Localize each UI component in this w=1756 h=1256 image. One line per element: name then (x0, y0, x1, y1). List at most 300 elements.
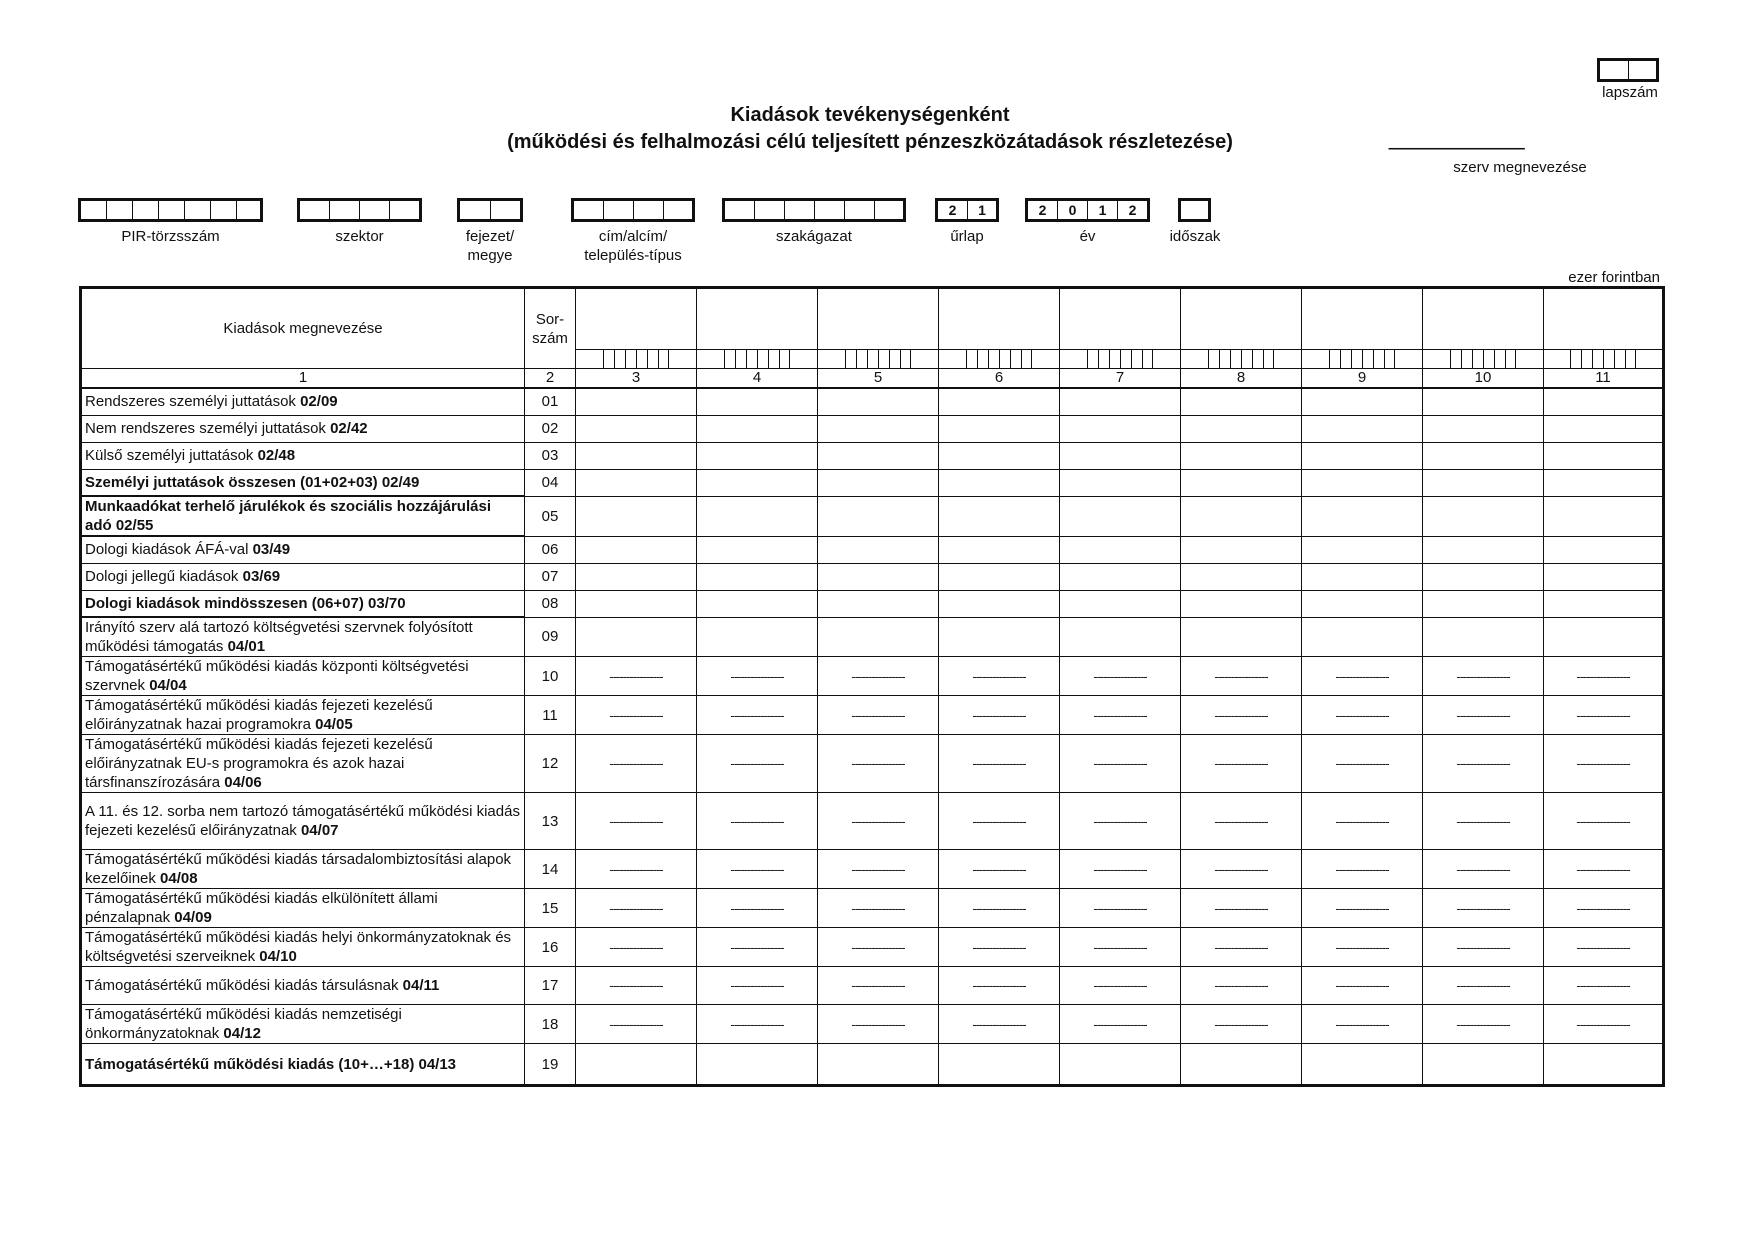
row-code: 03/49 (252, 541, 291, 559)
table-row (81, 735, 1664, 793)
header-kiadasok: Kiadások megnevezése (81, 288, 525, 369)
urlap-digit: 2 (938, 201, 968, 219)
unit-label: ezer forintban (1568, 269, 1660, 286)
table-row (81, 496, 1664, 536)
value-cell[interactable] (576, 1044, 697, 1086)
value-cell[interactable] (1060, 388, 1181, 415)
row-description (81, 415, 525, 442)
disabled-cell: ---------------- (1423, 889, 1544, 928)
disabled-cell: ---------------- (576, 793, 697, 850)
header-empty-cell[interactable] (576, 288, 697, 350)
value-cell[interactable] (1302, 563, 1423, 590)
disabled-cell: ---------------- (1302, 735, 1423, 793)
value-cell[interactable] (1544, 469, 1664, 496)
cim-boxes[interactable] (571, 198, 695, 222)
row-code: 02/49 (381, 473, 420, 491)
row-code: 02/09 (300, 393, 338, 411)
row-code: 04/13 (418, 1055, 457, 1073)
table-row (81, 442, 1664, 469)
row-number: 07 (525, 563, 576, 590)
row-description (81, 657, 525, 696)
disabled-cell: ---------------- (1181, 928, 1302, 967)
code-ticks (1544, 350, 1662, 368)
disabled-cell: ---------------- (576, 850, 697, 889)
value-cell[interactable] (1544, 590, 1664, 617)
value-cell[interactable] (1544, 442, 1664, 469)
row-text: Támogatásértékű működési kiadás elkülönített állami pénzalapnak (85, 890, 438, 926)
row-text: Támogatásértékű működési kiadás nemzetiségi önkormányzatoknak (85, 1006, 402, 1042)
ev-digit: 2 (1028, 201, 1058, 219)
row-number: 14 (525, 850, 576, 889)
value-cell[interactable] (1544, 536, 1664, 563)
urlap-label: űrlap (950, 228, 984, 245)
table-row (81, 1044, 1664, 1086)
row-description (81, 1044, 525, 1086)
row-description (81, 388, 525, 415)
row-text: Dologi jellegű kiadások (85, 568, 243, 585)
disabled-cell: ---------------- (939, 696, 1060, 735)
row-code: 04/09 (174, 909, 212, 926)
code-ticks-cell[interactable] (1423, 350, 1544, 369)
disabled-cell: ---------------- (1060, 1005, 1181, 1044)
disabled-cell: ---------------- (1181, 967, 1302, 1005)
code-ticks (1423, 350, 1543, 368)
value-cell[interactable] (1302, 415, 1423, 442)
row-text: Külső személyi juttatások (85, 447, 258, 464)
disabled-cell: ---------------- (697, 1005, 818, 1044)
column-number: 3 (576, 369, 697, 389)
code-ticks-cell[interactable] (576, 350, 697, 369)
value-cell[interactable] (1060, 415, 1181, 442)
value-cell[interactable] (818, 563, 939, 590)
disabled-cell: ---------------- (818, 928, 939, 967)
table-row (81, 590, 1664, 617)
disabled-cell: ---------------- (818, 889, 939, 928)
disabled-cell: ---------------- (576, 696, 697, 735)
value-cell[interactable] (697, 590, 818, 617)
value-cell[interactable] (1423, 469, 1544, 496)
value-cell[interactable] (818, 388, 939, 415)
code-ticks-cell[interactable] (1060, 350, 1181, 369)
value-cell[interactable] (1060, 442, 1181, 469)
disabled-cell: ---------------- (1060, 928, 1181, 967)
szerv-line: ------------------------------------------------ (1388, 140, 1524, 155)
lapszam-boxes[interactable] (1597, 58, 1659, 82)
row-text: Támogatásértékű működési kiadás társulásnak (85, 977, 403, 994)
value-cell[interactable] (1302, 442, 1423, 469)
code-ticks (697, 350, 817, 368)
value-cell[interactable] (1302, 388, 1423, 415)
row-code: 02/48 (257, 447, 296, 464)
disabled-cell: ---------------- (1544, 928, 1664, 967)
disabled-cell: ---------------- (1302, 967, 1423, 1005)
disabled-cell: ---------------- (576, 735, 697, 793)
row-code: 04/08 (160, 870, 198, 887)
row-description (81, 536, 525, 563)
disabled-cell: ---------------- (697, 657, 818, 696)
code-ticks (1181, 350, 1301, 368)
row-code: 04/04 (149, 677, 187, 694)
value-cell[interactable] (1060, 469, 1181, 496)
value-cell[interactable] (939, 442, 1060, 469)
disabled-cell: ---------------- (939, 928, 1060, 967)
pir-label: PIR-törzsszám (121, 228, 220, 245)
szakagazat-boxes[interactable] (722, 198, 906, 222)
column-number: 2 (525, 369, 576, 389)
value-cell[interactable] (697, 469, 818, 496)
value-cell[interactable] (576, 442, 697, 469)
value-cell[interactable] (1060, 1044, 1181, 1086)
code-ticks-cell[interactable] (1544, 350, 1664, 369)
value-cell[interactable] (939, 1044, 1060, 1086)
value-cell[interactable] (939, 590, 1060, 617)
value-cell[interactable] (1423, 415, 1544, 442)
value-cell[interactable] (1544, 415, 1664, 442)
disabled-cell: ---------------- (697, 696, 818, 735)
value-cell[interactable] (818, 469, 939, 496)
value-cell[interactable] (1181, 496, 1302, 536)
value-cell[interactable] (1181, 563, 1302, 590)
value-cell[interactable] (697, 563, 818, 590)
value-cell[interactable] (576, 536, 697, 563)
row-number: 04 (525, 469, 576, 496)
value-cell[interactable] (1423, 563, 1544, 590)
disabled-cell: ---------------- (1181, 889, 1302, 928)
row-description (81, 850, 525, 889)
column-number: 7 (1060, 369, 1181, 389)
value-cell[interactable] (1181, 617, 1302, 657)
row-number: 10 (525, 657, 576, 696)
table-row (81, 889, 1664, 928)
value-cell[interactable] (939, 496, 1060, 536)
disabled-cell: ---------------- (697, 967, 818, 1005)
value-cell[interactable] (1181, 1044, 1302, 1086)
szektor-label: szektor (335, 228, 384, 245)
row-text: Nem rendszeres személyi juttatások (85, 420, 331, 437)
column-number: 11 (1544, 369, 1664, 389)
value-cell[interactable] (576, 563, 697, 590)
value-cell[interactable] (818, 442, 939, 469)
table-row (81, 563, 1664, 590)
value-cell[interactable] (1302, 536, 1423, 563)
value-cell[interactable] (576, 388, 697, 415)
value-cell[interactable] (1181, 469, 1302, 496)
column-number: 4 (697, 369, 818, 389)
column-number: 8 (1181, 369, 1302, 389)
disabled-cell: ---------------- (939, 657, 1060, 696)
idoszak-box[interactable] (1178, 198, 1211, 222)
ev-label: év (1079, 228, 1096, 245)
value-cell[interactable] (1423, 1044, 1544, 1086)
table-row (81, 415, 1664, 442)
table-row (81, 657, 1664, 696)
code-ticks-cell[interactable] (818, 350, 939, 369)
table-row (81, 617, 1664, 657)
row-number: 09 (525, 617, 576, 657)
header-empty-cell[interactable] (697, 288, 818, 350)
value-cell[interactable] (1181, 442, 1302, 469)
code-ticks (1302, 350, 1422, 368)
row-text: Támogatásértékű működési kiadás társadalombiztosítási alapok kezelőinek (85, 851, 512, 887)
header-empty-cell[interactable] (818, 288, 939, 350)
disabled-cell: ---------------- (1544, 889, 1664, 928)
row-description (81, 735, 525, 793)
row-text: A 11. és 12. sorba nem tartozó támogatásértékű működési kiadás fejezeti kezelésű előirányzatnak (85, 803, 520, 839)
disabled-cell: ---------------- (1060, 735, 1181, 793)
value-cell[interactable] (697, 496, 818, 536)
value-cell[interactable] (1181, 590, 1302, 617)
row-code: 02/42 (330, 420, 368, 437)
header-empty-cell[interactable] (1181, 288, 1302, 350)
row-code: 04/10 (259, 948, 297, 965)
header-empty-cell[interactable] (1302, 288, 1423, 350)
disabled-cell: ---------------- (1060, 793, 1181, 850)
header-empty-cell[interactable] (1423, 288, 1544, 350)
value-cell[interactable] (1302, 1044, 1423, 1086)
row-number: 16 (525, 928, 576, 967)
ev-digit: 1 (1088, 201, 1118, 219)
code-ticks (818, 350, 938, 368)
disabled-cell: ---------------- (1060, 657, 1181, 696)
row-number: 12 (525, 735, 576, 793)
row-number: 19 (525, 1044, 576, 1086)
value-cell[interactable] (1060, 617, 1181, 657)
code-ticks-cell[interactable] (697, 350, 818, 369)
row-code: 03/70 (368, 594, 406, 612)
value-cell[interactable] (1544, 563, 1664, 590)
code-ticks-cell[interactable] (939, 350, 1060, 369)
disabled-cell: ---------------- (1060, 967, 1181, 1005)
row-code: 04/11 (402, 977, 440, 994)
row-description (81, 496, 525, 536)
disabled-cell: ---------------- (1302, 1005, 1423, 1044)
disabled-cell: ---------------- (939, 889, 1060, 928)
table-row (81, 850, 1664, 889)
disabled-cell: ---------------- (1302, 793, 1423, 850)
row-number: 15 (525, 889, 576, 928)
disabled-cell: ---------------- (939, 850, 1060, 889)
value-cell[interactable] (1060, 496, 1181, 536)
value-cell[interactable] (1181, 536, 1302, 563)
code-ticks (576, 350, 696, 368)
value-cell[interactable] (1423, 496, 1544, 536)
value-cell[interactable] (697, 388, 818, 415)
table-row (81, 696, 1664, 735)
row-code: 04/12 (223, 1025, 261, 1042)
value-cell[interactable] (939, 415, 1060, 442)
value-cell[interactable] (939, 536, 1060, 563)
value-cell[interactable] (1423, 617, 1544, 657)
header-empty-cell[interactable] (939, 288, 1060, 350)
disabled-cell: ---------------- (939, 1005, 1060, 1044)
disabled-cell: ---------------- (1423, 696, 1544, 735)
row-number: 11 (525, 696, 576, 735)
value-cell[interactable] (576, 415, 697, 442)
table-row (81, 793, 1664, 850)
value-cell[interactable] (1060, 563, 1181, 590)
szektor-boxes[interactable] (297, 198, 422, 222)
disabled-cell: ---------------- (1423, 657, 1544, 696)
disabled-cell: ---------------- (1181, 735, 1302, 793)
value-cell[interactable] (818, 617, 939, 657)
value-cell[interactable] (1302, 617, 1423, 657)
disabled-cell: ---------------- (818, 696, 939, 735)
ev-digit: 0 (1058, 201, 1088, 219)
value-cell[interactable] (1060, 590, 1181, 617)
value-cell[interactable] (1423, 590, 1544, 617)
row-code: 04/05 (315, 716, 353, 733)
disabled-cell: ---------------- (697, 793, 818, 850)
disabled-cell: ---------------- (1423, 928, 1544, 967)
urlap-digit: 1 (978, 202, 986, 218)
disabled-cell: ---------------- (1544, 657, 1664, 696)
ev-digit: 2 (1128, 202, 1137, 218)
disabled-cell: ---------------- (576, 928, 697, 967)
disabled-cell: ---------------- (1302, 696, 1423, 735)
value-cell[interactable] (576, 469, 697, 496)
value-cell[interactable] (1423, 536, 1544, 563)
pir-boxes[interactable] (78, 198, 263, 222)
row-description (81, 442, 525, 469)
disabled-cell: ---------------- (1423, 793, 1544, 850)
value-cell[interactable] (1181, 388, 1302, 415)
row-description (81, 696, 525, 735)
row-code: 04/01 (227, 638, 266, 655)
value-cell[interactable] (1302, 590, 1423, 617)
table-row (81, 536, 1664, 563)
value-cell[interactable] (1302, 496, 1423, 536)
row-description (81, 793, 525, 850)
urlap-boxes (935, 198, 999, 222)
value-cell[interactable] (1544, 617, 1664, 657)
value-cell[interactable] (939, 617, 1060, 657)
fejezet-boxes[interactable] (457, 198, 523, 222)
value-cell[interactable] (1544, 388, 1664, 415)
value-cell[interactable] (818, 536, 939, 563)
value-cell[interactable] (1181, 415, 1302, 442)
code-ticks (1060, 350, 1180, 368)
row-number: 08 (525, 590, 576, 617)
row-description (81, 889, 525, 928)
disabled-cell: ---------------- (1181, 850, 1302, 889)
disabled-cell: ---------------- (818, 967, 939, 1005)
disabled-cell: ---------------- (1181, 793, 1302, 850)
disabled-cell: ---------------- (576, 1005, 697, 1044)
expense-table (79, 286, 1665, 1087)
column-number: 5 (818, 369, 939, 389)
disabled-cell: ---------------- (697, 889, 818, 928)
row-text: Személyi juttatások összesen (01+02+03) (85, 473, 382, 491)
fejezet-label: fejezet/ megye (465, 228, 515, 264)
value-cell[interactable] (939, 469, 1060, 496)
row-text: Támogatásértékű működési kiadás központi költségvetési szervnek (85, 658, 469, 694)
header-empty-cell[interactable] (1060, 288, 1181, 350)
row-description (81, 617, 525, 657)
row-text: Dologi kiadások ÁFÁ-val (85, 541, 253, 559)
row-number: 13 (525, 793, 576, 850)
row-text: Dologi kiadások mindösszesen (06+07) (85, 594, 369, 612)
value-cell[interactable] (818, 415, 939, 442)
value-cell[interactable] (1423, 388, 1544, 415)
value-cell[interactable] (697, 1044, 818, 1086)
code-ticks (939, 350, 1059, 368)
value-cell[interactable] (697, 415, 818, 442)
value-cell[interactable] (576, 617, 697, 657)
disabled-cell: ---------------- (1423, 850, 1544, 889)
row-description (81, 1005, 525, 1044)
value-cell[interactable] (576, 496, 697, 536)
row-description (81, 928, 525, 967)
row-code: 04/07 (300, 822, 339, 839)
value-cell[interactable] (697, 442, 818, 469)
row-text: Támogatásértékű működési kiadás helyi önkormányzatoknak és költségvetési szerveiknek (85, 929, 512, 965)
disabled-cell: ---------------- (1302, 889, 1423, 928)
column-number: 1 (81, 369, 525, 389)
value-cell[interactable] (1544, 1044, 1664, 1086)
disabled-cell: ---------------- (1060, 850, 1181, 889)
value-cell[interactable] (818, 1044, 939, 1086)
header-sorszam: Sor- szám (525, 288, 576, 369)
disabled-cell: ---------------- (939, 967, 1060, 1005)
value-cell[interactable] (576, 590, 697, 617)
header-empty-cell[interactable] (1544, 288, 1664, 350)
value-cell[interactable] (818, 496, 939, 536)
page-subtitle: (működési és felhalmozási célú teljesített pénzeszközátadások részletezése) (507, 131, 1233, 153)
row-text: Támogatásértékű működési kiadás (10+…+18) (85, 1055, 419, 1073)
disabled-cell: ---------------- (1060, 696, 1181, 735)
disabled-cell: ---------------- (1544, 850, 1664, 889)
row-code: 02/55 (115, 517, 154, 534)
value-cell[interactable] (1423, 442, 1544, 469)
value-cell[interactable] (697, 617, 818, 657)
value-cell[interactable] (1060, 536, 1181, 563)
disabled-cell: ---------------- (697, 850, 818, 889)
row-description (81, 563, 525, 590)
disabled-cell: ---------------- (697, 928, 818, 967)
code-ticks-cell[interactable] (1181, 350, 1302, 369)
value-cell[interactable] (697, 536, 818, 563)
value-cell[interactable] (939, 563, 1060, 590)
disabled-cell: ---------------- (939, 735, 1060, 793)
disabled-cell: ---------------- (1181, 1005, 1302, 1044)
szakagazat-label: szakágazat (776, 228, 852, 245)
szerv-label: szerv megnevezése (1453, 159, 1587, 176)
table-row (81, 967, 1664, 1005)
column-number: 10 (1423, 369, 1544, 389)
row-text: Támogatásértékű működési kiadás fejezeti kezelésű előirányzatnak EU-s programokra és azok hazai társfinanszírozására (85, 736, 433, 791)
row-code: 04/06 (224, 774, 262, 791)
code-ticks-cell[interactable] (1302, 350, 1423, 369)
value-cell[interactable] (939, 388, 1060, 415)
table-row (81, 388, 1664, 415)
disabled-cell: ---------------- (1544, 793, 1664, 850)
row-number: 01 (525, 388, 576, 415)
row-number: 02 (525, 415, 576, 442)
disabled-cell: ---------------- (1423, 967, 1544, 1005)
row-number: 18 (525, 1005, 576, 1044)
row-number: 06 (525, 536, 576, 563)
lapszam-label: lapszám (1602, 84, 1658, 101)
value-cell[interactable] (1544, 496, 1664, 536)
value-cell[interactable] (1302, 469, 1423, 496)
table-row (81, 928, 1664, 967)
value-cell[interactable] (818, 590, 939, 617)
row-description (81, 967, 525, 1005)
disabled-cell: ---------------- (818, 735, 939, 793)
column-number: 9 (1302, 369, 1423, 389)
row-text: Irányító szerv alá tartozó költségvetési szervnek folyósított működési támogatás (85, 619, 473, 655)
disabled-cell: ---------------- (1060, 889, 1181, 928)
